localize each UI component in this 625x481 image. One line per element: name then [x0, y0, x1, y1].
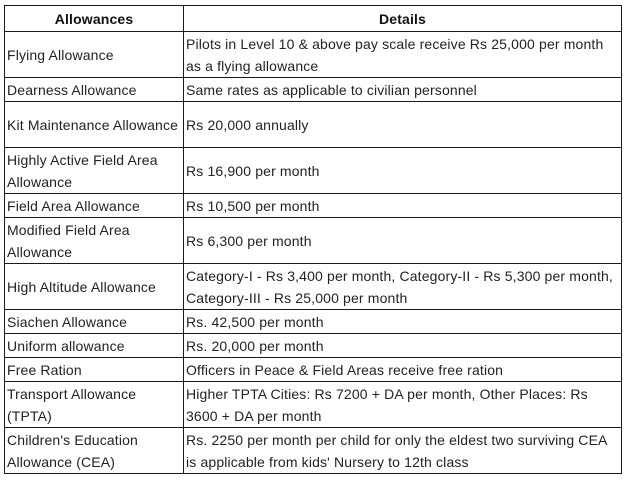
- table-row: [5, 264, 622, 310]
- table-row: [5, 102, 622, 148]
- allowance-name: Field Area Allowance: [5, 194, 184, 218]
- allowance-details: Rs 10,500 per month: [184, 194, 622, 218]
- allowance-details: Rs. 20,000 per month: [184, 334, 622, 358]
- table-row: [5, 310, 622, 334]
- table-row: [5, 358, 622, 382]
- allowance-details: Rs 16,900 per month: [184, 148, 622, 194]
- allowance-name: Transport Allowance (TPTA): [5, 382, 184, 428]
- allowance-details: Rs 6,300 per month: [184, 218, 622, 264]
- table-row: [5, 382, 622, 428]
- allowance-details: Category-I - Rs 3,400 per month, Category-II - Rs 5,300 per month, Category-III - Rs 25,000 per month: [184, 264, 622, 310]
- allowance-name: Uniform allowance: [5, 334, 184, 358]
- table-row: [5, 148, 622, 194]
- allowances-table: [4, 5, 622, 474]
- table-row: [5, 32, 622, 78]
- allowance-name: Modified Field Area Allowance: [5, 218, 184, 264]
- allowance-name: Kit Maintenance Allowance: [5, 102, 184, 148]
- table-row: [5, 194, 622, 218]
- header-details: Details: [184, 6, 622, 32]
- allowance-name: Children's Education Allowance (CEA): [5, 428, 184, 474]
- table-row: [5, 78, 622, 102]
- allowance-details: Pilots in Level 10 & above pay scale receive Rs 25,000 per month as a flying allowance: [184, 32, 622, 78]
- allowance-name: Dearness Allowance: [5, 78, 184, 102]
- table-header-row: [5, 6, 622, 32]
- allowance-details: Rs. 42,500 per month: [184, 310, 622, 334]
- allowance-name: Flying Allowance: [5, 32, 184, 78]
- allowance-details: Rs 20,000 annually: [184, 102, 622, 148]
- allowance-name: High Altitude Allowance: [5, 264, 184, 310]
- allowance-name: Free Ration: [5, 358, 184, 382]
- allowance-name: Highly Active Field Area Allowance: [5, 148, 184, 194]
- header-allowances: Allowances: [5, 6, 184, 32]
- allowance-name: Siachen Allowance: [5, 310, 184, 334]
- allowance-details: Rs. 2250 per month per child for only the eldest two surviving CEA is applicable from kids' Nursery to 12th class: [184, 428, 622, 474]
- table-row: [5, 334, 622, 358]
- allowances-table-container: [4, 5, 621, 474]
- table-row: [5, 218, 622, 264]
- allowance-details: Same rates as applicable to civilian personnel: [184, 78, 622, 102]
- table-row: [5, 428, 622, 474]
- allowance-details: Higher TPTA Cities: Rs 7200 + DA per month, Other Places: Rs 3600 + DA per month: [184, 382, 622, 428]
- allowance-details: Officers in Peace & Field Areas receive free ration: [184, 358, 622, 382]
